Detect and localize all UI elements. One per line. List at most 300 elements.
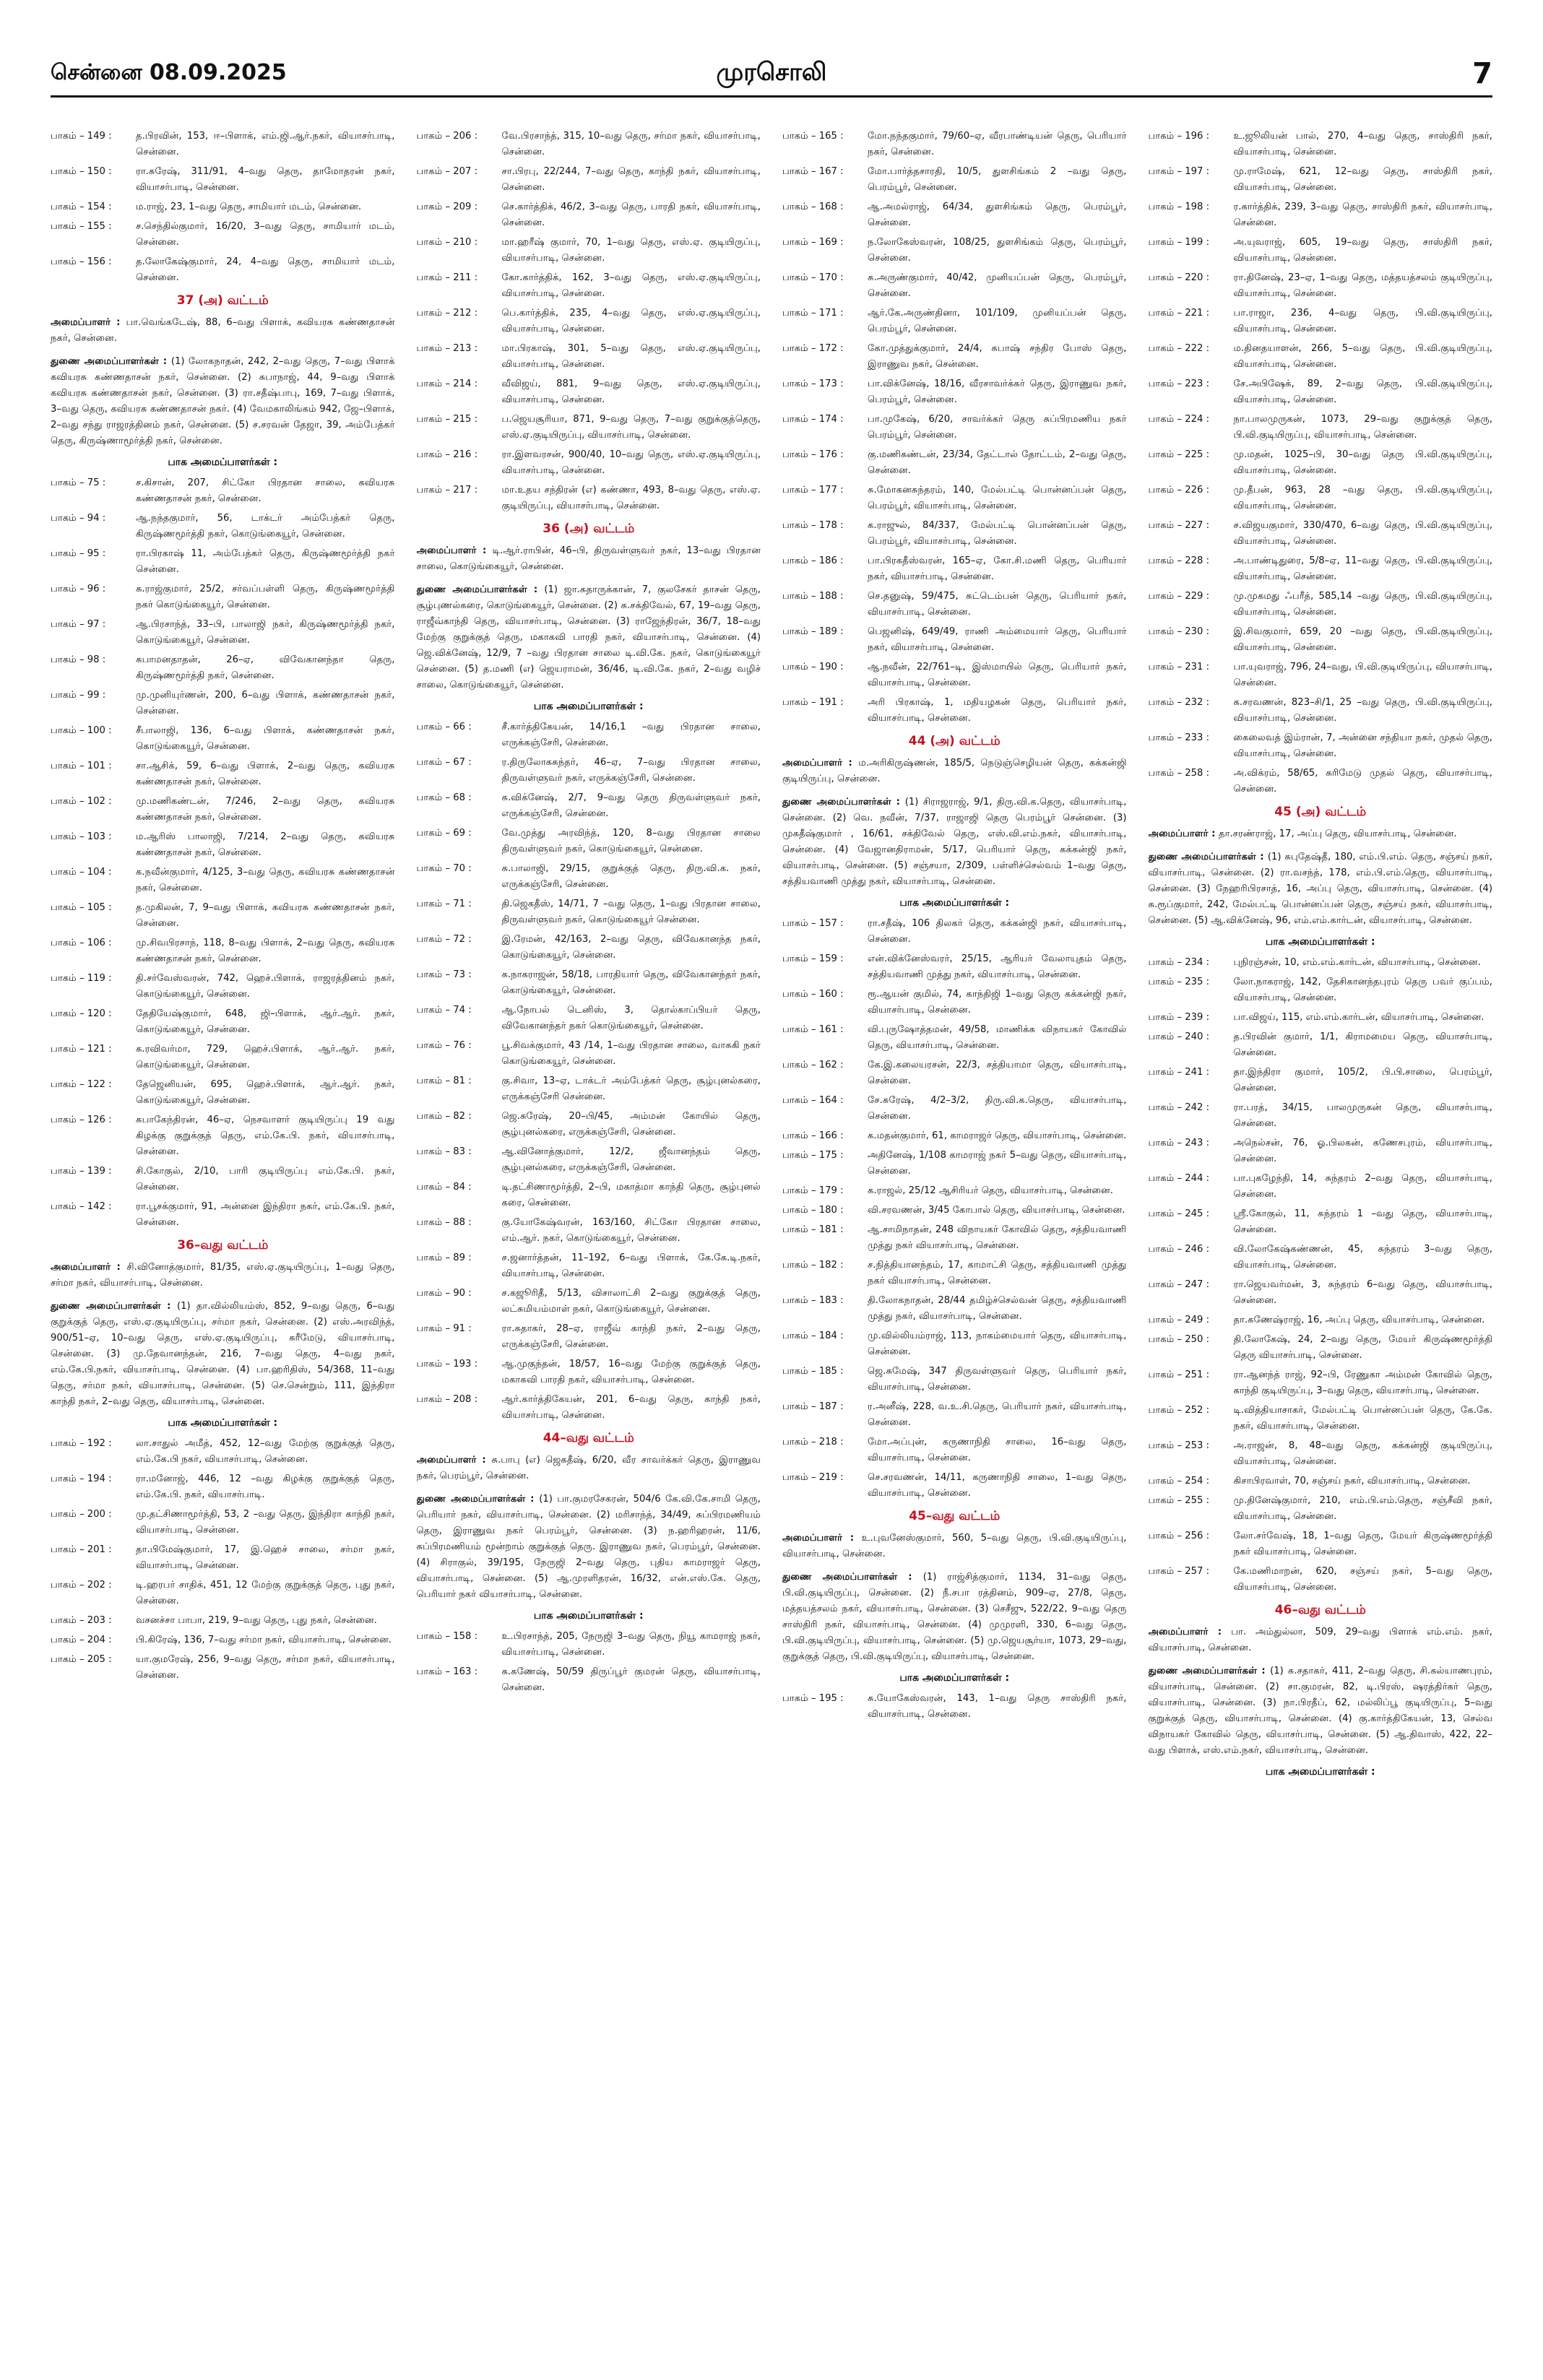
booth-number: பாகம் – 95 : bbox=[51, 548, 106, 559]
booth-organizer-details: லோ.சர்வேஷ், 18, 1–வது தெரு, மேயர் கிருஷ்ணமூர்த்தி நகர் வியாசர்பாடி, சென்னை. bbox=[1233, 1531, 1492, 1557]
booth-entry bbox=[1149, 1277, 1493, 1309]
booth-organizer-details: பா.முகேஷ், 6/20, சாவர்க்கர் தெரு சுப்பிரமணிய நகர் பெரம்பூர், சென்னை. bbox=[868, 414, 1127, 441]
organizer-label: அமைப்பாளர் : bbox=[1148, 828, 1219, 839]
booth-organizer-details: க.மதன்குமார், 61, காமராஜர் தெரு, வியாசர்பாடி, சென்னை. bbox=[868, 1130, 1127, 1141]
booth-entry bbox=[782, 341, 1127, 373]
booth-number: பாகம் – 72 : bbox=[416, 934, 472, 945]
booth-entry bbox=[1149, 235, 1493, 267]
booth-organizer-details: ம.ஆரிஸ் பாலாஜி, 7/214, 2–வது தெரு, கவியரசு கண்ணதாசன் நகர், சென்னை. bbox=[136, 831, 395, 858]
organizer-paragraph bbox=[782, 1531, 1127, 1562]
booth-number: பாகம் – 235 : bbox=[1148, 977, 1210, 987]
booth-entry bbox=[417, 164, 761, 196]
booth-organizer-details: மு.தட்சிணாமூர்த்தி, 53, 2 –வது தெரு, இந்திரா காந்தி நகர், வியாசர்பாடி, சென்னை. bbox=[136, 1509, 395, 1536]
booth-entry bbox=[782, 553, 1127, 585]
booth-number: பாகம் – 183 : bbox=[782, 1295, 844, 1306]
booth-number: பாகம் – 191 : bbox=[782, 697, 844, 708]
booth-entry bbox=[51, 581, 395, 613]
booth-number: பாகம் – 193 : bbox=[416, 1359, 478, 1369]
booth-number: பாகம் – 169 : bbox=[782, 237, 844, 248]
booth-organizer-details: ரூ.ஆயன் குமில், 74, காந்திஜி 1–வது தெரு கக்கன்ஜி நகர், வியாசர்பாடி, சென்னை. bbox=[868, 989, 1127, 1016]
organizer-paragraph bbox=[1149, 826, 1493, 842]
booth-number: பாகம் – 154 : bbox=[51, 202, 112, 212]
booth-organizer-details: க.ராஜல், 25/12 ஆசிரியர் தெரு, வியாசர்பாடி, சென்னை. bbox=[868, 1185, 1113, 1196]
booth-organizer-details: சு.யோகேஸ்வரன், 143, 1–வது தெரு சாஸ்திரி நகர், வியாசர்பாடி, சென்னை. bbox=[868, 1693, 1127, 1720]
column-2 bbox=[417, 129, 761, 2353]
booth-entry bbox=[417, 861, 761, 893]
booth-entry bbox=[417, 1321, 761, 1353]
booth-entry bbox=[1149, 1438, 1493, 1470]
booth-number: பாகம் – 219 : bbox=[782, 1472, 844, 1483]
booth-number: பாகம் – 258 : bbox=[1148, 768, 1210, 779]
booth-entry bbox=[51, 129, 395, 160]
column-1 bbox=[51, 129, 395, 2353]
booth-organizer-details: மு.மதன், 1025–பி, 30–வது தெரு பி.வி.குடியிருப்பு, வியாசர்பாடி, சென்னை. bbox=[1233, 449, 1492, 476]
booth-organizer-details: சு.பாலாஜி, 29/15, குறுக்குத் தெரு, திரு.வி.க. நகர், எருக்கஞ்சேரி, சென்னை. bbox=[501, 863, 761, 890]
booth-entry bbox=[1149, 624, 1493, 656]
booth-entry bbox=[782, 306, 1127, 337]
booth-entry bbox=[782, 1364, 1127, 1395]
assistants-text: (1) பா.குமரசேகரன், 504/6 கே.வி.கே.சாமி தெரு, பெரியார் நகர், வியாசர்பாடி, சென்னை. (2) மரிசாந்த், 34/49, சுப்பிரமணியம் தெரு, இராணுவ நகர் பெரம்பூர், சென்னை. (3) ந.ஹரிஹரன், 11/6, சுப்பிரமணியம் மூன்றாம் குறுக்குத் தெரு. இராணுவ நகர், பெரம்பூர், சென்னை. (4) சிராகுல், 39/195, நேருஜி 2–வது தெரு, புதிய காமராஜர் தெரு, வியாசர்பாடி, சென்னை. (5) ஆ.முரளிதரன், 16/32, என்.எஸ்.கே. தெரு, பெரியார் நகர் வியாசர்பாடி, சென்னை. bbox=[416, 1494, 761, 1600]
assistants-paragraph bbox=[1149, 1663, 1493, 1759]
booth-entry bbox=[782, 1435, 1127, 1466]
booth-organizer-details: அரி பிரகாஷ், 1, மதியழகன் தெரு, பெரியார் நகர், வியாசர்பாடி, சென்னை. bbox=[868, 697, 1127, 724]
booth-number: பாகம் – 170 : bbox=[782, 272, 844, 283]
booth-entry bbox=[51, 511, 395, 542]
booth-number: பாகம் – 66 : bbox=[416, 722, 472, 732]
booth-organizer-details: மு.வில்லியம்ராஜ், 113, நாகம்மையார் தெரு, வியாசர்பாடி, சென்னை. bbox=[868, 1330, 1127, 1357]
booth-organizer-details: ம.ராஜ், 23, 1–வது தெரு, சாமியார் மடம், சென்னை. bbox=[136, 202, 362, 212]
booth-organizer-details: சு.விக்னேஷ், 2/7, 9–வது தெரு திருவள்ளுவர் நகர், எருக்கஞ்சேரி, சென்னை. bbox=[501, 792, 761, 819]
newspaper-name: முரசொலி bbox=[716, 58, 827, 87]
booth-number: பாகம் – 83 : bbox=[416, 1146, 472, 1157]
booth-number: பாகம் – 119 : bbox=[51, 973, 112, 984]
booth-entry bbox=[51, 1164, 395, 1195]
booth-entry bbox=[51, 475, 395, 507]
booth-entry bbox=[782, 129, 1127, 160]
booth-entry bbox=[782, 199, 1127, 231]
booth-entry bbox=[782, 1222, 1127, 1254]
booth-entry bbox=[1149, 1010, 1493, 1026]
booth-number: பாகம் – 160 : bbox=[782, 989, 844, 1000]
booth-number: பாகம் – 163 : bbox=[416, 1666, 478, 1677]
booth-organizer-details: அ.யுவராஜ், 605, 19–வது தெரு, சாஸ்திரி நகர், வியாசர்பாடி, சென்னை. bbox=[1233, 237, 1492, 264]
booth-organizer-details: ரா.இளவரசன், 900/40, 10–வது தெரு, எஸ்.ஏ.குடியிருப்பு, வியாசர்பாடி, சென்னை. bbox=[501, 449, 761, 476]
booth-organizer-details: க.நாகராஜன், 58/18, பாரதியார் தெரு, விவேகானந்தர் நகர், கொடுங்கையூர், சென்னை. bbox=[501, 969, 761, 996]
booth-number: பாகம் – 73 : bbox=[416, 969, 472, 980]
booth-number: பாகம் – 173 : bbox=[782, 378, 844, 389]
booth-entry bbox=[782, 987, 1127, 1018]
booth-organizers-heading: பாக அமைப்பாளர்கள் : bbox=[899, 1672, 1010, 1684]
assistants-paragraph bbox=[1149, 849, 1493, 929]
booth-entry bbox=[782, 164, 1127, 196]
booth-entry bbox=[51, 1542, 395, 1574]
booth-number: பாகம் – 155 : bbox=[51, 221, 112, 232]
booth-number: பாகம் – 211 : bbox=[416, 272, 478, 283]
booth-entry bbox=[782, 1691, 1127, 1723]
booth-number: பாகம் – 196 : bbox=[1148, 131, 1210, 142]
booth-entry bbox=[782, 624, 1127, 656]
booth-organizer-details: சி.கோகுல், 2/10, பாரி குடியிருப்பு எம்.கே.பி. நகர், சென்னை. bbox=[136, 1166, 395, 1193]
booth-number: பாகம் – 251 : bbox=[1148, 1369, 1210, 1380]
booth-number: பாகம் – 179 : bbox=[782, 1185, 844, 1196]
booth-organizer-details: அ.விக்ரம், 58/65, சுரிமேடு முதல் தெரு, வியாசர்பாடி, சென்னை. bbox=[1233, 768, 1492, 795]
assistants-text: (1) ஜா.சுதாருக்கான், 7, குலசேகர் தாசன் தெரு, சூழ்புணல்கரை, கொடுங்கையூர், சென்னை. (2) சு.சக்திவேல், 67, 19–வது தெரு, ராஜீவ்காந்தி தெரு, வியாசர்பாடி, சென்னை. (3) ராஜேந்திரன், 36/7, 18–வது மேற்கு குறுக்குத் தெரு, மகாகவி பாரதி நகர், வியாசர்பாடி, சென்னை. (4) ஜெ.விக்னேஷ், 12/9, 7 –வது பிரதான சாலை டி.வி.கே. நகர், கொடுங்கையூர் சென்னை. (5) த.மணி (எ) ஜெயராமன், 36/46, டி.வி.கே. நகர், 2–வது வழிச் சாலை, கொடுங்கையூர், சென்னை. bbox=[416, 584, 761, 691]
booth-organizer-details: தேதியேஷ்குமார், 648, ஜி–பிளாக், ஆர்.ஆர். நகர், கொடுங்கையூர், சென்னை. bbox=[136, 1008, 395, 1035]
booth-organizer-details: கே.மணிமாறன், 620, சஞ்சய் நகர், 5–வது தெரு, வியாசர்பாடி, சென்னை. bbox=[1233, 1566, 1492, 1593]
booth-number: பாகம் – 202 : bbox=[51, 1580, 112, 1591]
booth-entry bbox=[1149, 199, 1493, 231]
booth-organizer-details: பா.விஜய், 115, எம்.எம்.கார்டன், வியாசர்பாடி, சென்னை. bbox=[1233, 1012, 1484, 1023]
booth-entry bbox=[1149, 553, 1493, 585]
booth-organizer-details: த.லோகேஷ்குமார், 24, 4–வது தெரு, சாமியார் மடம், சென்னை. bbox=[136, 256, 395, 283]
booth-number: பாகம் – 71 : bbox=[416, 899, 472, 909]
ward-heading: 44 (அ) வட்டம் bbox=[908, 734, 1000, 748]
booth-organizer-details: அ.பாண்டிதுரை, 5/8–ஏ, 11–வது தெரு, பி.வி.குடியிருப்பு, வியாசர்பாடி, சென்னை. bbox=[1233, 555, 1492, 582]
booth-number: பாகம் – 76 : bbox=[416, 1040, 472, 1051]
booth-number: பாகம் – 213 : bbox=[416, 343, 478, 354]
booth-entry bbox=[782, 1258, 1127, 1289]
booth-organizer-details: சீ.கார்த்திகேயன், 14/16,1 –வது பிரதான சாலை, எருக்கஞ்சேரி, சென்னை. bbox=[501, 722, 761, 748]
booth-organizers-heading: பாக அமைப்பாளர்கள் : bbox=[168, 456, 278, 468]
booth-entry bbox=[782, 1057, 1127, 1089]
booth-entry bbox=[1149, 412, 1493, 443]
booth-organizer-details: டி.ஹரபர் சாதிக், 451, 12 மேற்கு குறுக்குத் தெரு, புது நகர், சென்னை. bbox=[136, 1580, 395, 1606]
booth-number: பாகம் – 241 : bbox=[1148, 1067, 1210, 1078]
booth-entry bbox=[1149, 1528, 1493, 1560]
booth-organizer-details: க.கணேஷ், 50/59 திருப்பூர் குமரன் தெரு, வியாசர்பாடி, சென்னை. bbox=[501, 1666, 761, 1693]
organizer-text: ம.அரிகிருஷ்ணன், 185/5, நெடுஞ்செழியன் தெரு, கக்கன்ஜி குடியிருப்பு, சென்னை. bbox=[782, 758, 1127, 784]
booth-number: பாகம் – 84 : bbox=[416, 1182, 472, 1193]
booth-organizer-details: தா.பிமேஷ்குமார், 17, இ.ஹெச் சாலை, சர்மா நகர், வியாசர்பாடி, சென்னை. bbox=[136, 1544, 395, 1571]
booth-entry bbox=[1149, 659, 1493, 691]
booth-number: பாகம் – 245 : bbox=[1148, 1208, 1210, 1219]
booth-number: பாகம் – 185 : bbox=[782, 1366, 844, 1377]
booth-entry bbox=[782, 483, 1127, 514]
booth-entry bbox=[51, 1199, 395, 1231]
booth-entry bbox=[417, 826, 761, 857]
ward-heading: 37 (அ) வட்டம் bbox=[176, 293, 269, 308]
booth-entry bbox=[417, 967, 761, 999]
masthead bbox=[51, 52, 1492, 98]
assistants-label: துணை அமைப்பாளர்கள் : bbox=[1148, 1666, 1271, 1676]
booth-organizer-details: ரா.மனோஜ், 446, 12 –வது கிழக்கு குறுக்குத் தெரு, எம்.கே.பி. நகர், வியாசர்பாடி. bbox=[136, 1474, 395, 1500]
booth-entry bbox=[1149, 483, 1493, 514]
booth-organizer-details: மு.ராமேஷ், 621, 12–வது தெரு, சாஸ்திரி நகர், வியாசர்பாடி, சென்னை. bbox=[1233, 166, 1492, 193]
organizer-text: பா.வெங்கடேஷ், 88, 6–வது பிளாக், கவியரசு கண்ணதாசன் நகர், சென்னை. bbox=[51, 317, 395, 344]
booth-organizer-details: அ.ராஜன், 8, 48–வது தெரு, கக்கன்ஜி குடியிருப்பு, வியாசர்பாடி, சென்னை. bbox=[1233, 1440, 1492, 1467]
booth-entry bbox=[51, 900, 395, 932]
organizer-text: சு.பாபு (எ) ஜெகதீஷ், 6/20, வீர சாவர்க்கர் தெரு, இராணுவ நகர், பெரம்பூர், சென்னை. bbox=[416, 1455, 761, 1481]
booth-number: பாகம் – 172 : bbox=[782, 343, 844, 354]
booth-organizer-details: மா.ஹரீஷ் குமார், 70, 1–வது தெரு, எஸ்.ஏ. குடியிருப்பு, வியாசர்பாடி, சென்னை. bbox=[501, 237, 761, 264]
booth-entry bbox=[782, 1093, 1127, 1125]
booth-entry bbox=[1149, 1312, 1493, 1328]
booth-entry bbox=[782, 1399, 1127, 1431]
booth-number: பாகம் – 174 : bbox=[782, 414, 844, 425]
booth-entry bbox=[51, 1077, 395, 1109]
booth-number: பாகம் – 177 : bbox=[782, 485, 844, 496]
assistants-paragraph bbox=[417, 582, 761, 693]
booth-entry bbox=[51, 723, 395, 755]
booth-organizer-details: கிசாபிரவாள், 70, சஞ்சய் நகர், வியாசர்பாடி, சென்னை. bbox=[1233, 1476, 1471, 1487]
booth-organizer-details: ரா.ஆனந்த் ராஜ், 92–பி, ரேணுகா அம்மன் கோவில் தெரு, காந்தி குடியிருப்பு, 3–வது தெரு, வியாசர்பாடி, சென்னை. bbox=[1233, 1369, 1492, 1396]
organizer-label: அமைப்பாளர் : bbox=[782, 1533, 862, 1544]
booth-organizer-details: தா.இந்திரா குமார், 105/2, பி.பி.சாலை, பெரம்பூர், சென்னை. bbox=[1233, 1067, 1492, 1094]
booth-entry bbox=[51, 1006, 395, 1038]
booth-number: பாகம் – 121 : bbox=[51, 1044, 112, 1055]
booth-number: பாகம் – 254 : bbox=[1148, 1476, 1210, 1487]
booth-number: பாகம் – 166 : bbox=[782, 1130, 844, 1141]
booth-entry bbox=[51, 254, 395, 286]
booth-entry bbox=[1149, 447, 1493, 479]
booth-entry bbox=[417, 270, 761, 302]
booth-entry bbox=[1149, 730, 1493, 762]
booth-number: பாகம் – 205 : bbox=[51, 1654, 112, 1665]
booth-number: பாகம் – 122 : bbox=[51, 1079, 112, 1090]
booth-organizers-heading: பாக அமைப்பாளர்கள் : bbox=[899, 897, 1010, 909]
booth-organizer-details: நா.பாலமுருகன், 1073, 29–வது குறுக்குத் தெரு, பி.வி.குடியிருப்பு, வியாசர்பாடி, சென்னை. bbox=[1233, 414, 1492, 441]
assistants-label: துணை அமைப்பாளர்கள் : bbox=[782, 1572, 923, 1583]
booth-organizer-details: மு.தினேஷ்குமார், 210, எம்.பி.எம்.தெரு, சஞ்சீவி நகர், வியாசர்பாடி, சென்னை. bbox=[1233, 1495, 1492, 1522]
ward-heading: 45–வது வட்டம் bbox=[909, 1509, 1000, 1523]
booth-entry bbox=[782, 1470, 1127, 1502]
booth-entry bbox=[1149, 1242, 1493, 1273]
column-4 bbox=[1149, 129, 1493, 2353]
booth-organizer-details: ச.ஜனார்த்தன், 11–192, 6–வது பிளாக், கே.கே.டி.நகர், வியாசர்பாடி, சென்னை. bbox=[501, 1252, 761, 1279]
article-columns bbox=[51, 129, 1492, 2353]
booth-number: பாகம் – 69 : bbox=[416, 828, 472, 839]
booth-number: பாகம் – 250 : bbox=[1148, 1334, 1210, 1345]
booth-organizer-details: பெ.கார்த்திக், 235, 4–வது தெரு, எஸ்.ஏ.குடியிருப்பு, வியாசர்பாடி, சென்னை. bbox=[501, 308, 761, 334]
booth-entry bbox=[1149, 1065, 1493, 1096]
booth-entry bbox=[417, 896, 761, 928]
booth-entry bbox=[417, 932, 761, 964]
booth-number: பாகம் – 216 : bbox=[416, 449, 478, 460]
booth-organizer-details: க.ராஜ்குமார், 25/2, சர்வப்பள்ளி தெரு, கிருஷ்ணமூர்த்தி நகர் கொடுங்கையூர், சென்னை. bbox=[136, 584, 395, 610]
assistants-label: துணை அமைப்பாளர்கள் : bbox=[782, 797, 905, 808]
assistants-label: துணை அமைப்பாளர்கள் : bbox=[1148, 852, 1268, 862]
booth-organizer-details: தேஜெனியன், 695, ஹெச்.பிளாக், ஆர்.ஆர். நகர், கொடுங்கையூர், சென்னை. bbox=[136, 1079, 395, 1106]
booth-entry bbox=[51, 1613, 395, 1629]
ward-heading: 46–வது வட்டம் bbox=[1274, 1603, 1366, 1617]
ward-heading: 45 (அ) வட்டம் bbox=[1274, 805, 1367, 819]
booth-organizer-details: ஜெ.சுரேஷ், 20–பி/45, அம்மன் கோயில் தெரு, சூழ்புனல்கரை, எருக்கஞ்சேரி, சென்னை. bbox=[501, 1111, 761, 1138]
booth-organizer-details: த.பிரவின், 153, ஈ–பிளாக், எம்.ஜி.ஆர்.நகர், வியாசர்பாடி, சென்னை. bbox=[136, 131, 395, 157]
booth-number: பாகம் – 100 : bbox=[51, 725, 112, 736]
organizer-paragraph bbox=[51, 315, 395, 347]
booth-organizer-details: வசனச்சா பாபா, 219, 9–வது தெரு, புது நகர், சென்னை. bbox=[136, 1615, 377, 1626]
booth-number: பாகம் – 214 : bbox=[416, 378, 478, 389]
booth-organizer-details: த.முகிலன், 7, 9–வது பிளாக், கவியரசு கண்ணதாசன் நகர், சென்னை. bbox=[136, 902, 395, 929]
booth-entry bbox=[1149, 1135, 1493, 1167]
booth-entry bbox=[782, 951, 1127, 983]
booth-entry bbox=[51, 1112, 395, 1160]
booth-number: பாகம் – 98 : bbox=[51, 654, 106, 665]
booth-number: பாகம் – 207 : bbox=[416, 166, 478, 177]
booth-organizer-details: சு.மோகனசுந்தரம், 140, மேல்பட்டி பொன்னப்பன் தெரு, பெரம்பூர், வியாசர்பாடி, சென்னை. bbox=[868, 485, 1127, 511]
booth-entry bbox=[1149, 1403, 1493, 1435]
booth-organizer-details: மோ.அப்புன், கருணாநிதி சாலை, 16–வது தெரு, வியாசர்பாடி, சென்னை. bbox=[868, 1437, 1127, 1463]
booth-entry bbox=[1149, 164, 1493, 196]
booth-number: பாகம் – 229 : bbox=[1148, 591, 1210, 602]
issue-date: சென்னை 08.09.2025 bbox=[51, 59, 287, 85]
booth-number: பாகம் – 67 : bbox=[416, 757, 472, 768]
booth-number: பாகம் – 158 : bbox=[416, 1631, 478, 1642]
booth-number: பாகம் – 149 : bbox=[51, 131, 112, 142]
booth-entry bbox=[1149, 1171, 1493, 1203]
organizer-paragraph bbox=[782, 756, 1127, 787]
booth-entry bbox=[51, 865, 395, 896]
booth-number: பாகம் – 257 : bbox=[1148, 1566, 1210, 1577]
booth-entry bbox=[51, 1471, 395, 1503]
booth-entry bbox=[417, 306, 761, 337]
booth-organizer-details: வி.லோகேஷ்கண்ணன், 45, சுந்தரம் 3–வது தெரு, வியாசர்பாடி, சென்னை. bbox=[1233, 1244, 1492, 1271]
booth-number: பாகம் – 89 : bbox=[416, 1252, 472, 1263]
booth-organizer-details: யா.குமரேஷ், 256, 9–வது தெரு, சர்மா நகர், வியாசர்பாடி, சென்னை. bbox=[136, 1654, 395, 1681]
booth-organizer-details: ஆர்.கே.அருண்தினா, 101/109, முனியப்பன் தெரு, பெரம்பூர், சென்னை. bbox=[868, 308, 1127, 334]
booth-number: பாகம் – 206 : bbox=[416, 131, 478, 142]
booth-organizer-details: இ.சிவகுமார், 659, 20 –வது தெரு, பி.வி.குடியிருப்பு, வியாசர்பாடி, சென்னை. bbox=[1233, 626, 1492, 653]
booth-number: பாகம் – 256 : bbox=[1148, 1531, 1210, 1541]
booth-number: பாகம் – 81 : bbox=[416, 1076, 472, 1086]
assistants-text: (1) தா.வில்லியம்ஸ், 852, 9–வது தெரு, 6–வது குறுக்குத் தெரு, எஸ்.ஏ.குடியிருப்பு, சர்மா நகர், சென்னை. (2) எஸ்.அரவிந்த், 900/51–ஏ, 10–வது தெரு, எஸ்.ஏ.குடியிருப்பு, சுரீமேடு, வியாசர்பாடி, சென்னை. (3) மு.தேவானந்தன், 216, 7–வது தெரு, 4–வது நகர், எம்.கே.பி.நகர், வியாசர்பாடி, சென்னை. (4) பா.ஹரிதிஸ், 54/368, 11–வது தெரு, சர்மா நகர், வியாசர்பாடி, சென்னை. (5) செ.சென்றும், 111, இந்திரா காந்தி நகர், 2–வது தெரு, வியாசர்பாடி, சென்னை. bbox=[51, 1301, 395, 1407]
booth-organizer-details: பா.பிரகதீஸ்வரன், 165–ஏ, கோ.சி.மணி தெரு, பெரியார் நகர், வியாசர்பாடி, சென்னை. bbox=[868, 555, 1127, 582]
booth-organizer-details: ஆர்.கார்த்திகேயன், 201, 6–வது தெரு, காந்தி நகர், வியாசர்பாடி, சென்னை. bbox=[501, 1394, 761, 1421]
booth-entry bbox=[782, 1148, 1127, 1180]
booth-number: பாகம் – 232 : bbox=[1148, 697, 1210, 708]
booth-organizer-details: ச.கஜூரிதீ, 5/13, விசாலாட்சி 2–வது குறுக்குத் தெரு, லட்சுமியம்மாள் நகர், கொடுங்கையூர், சென்னை. bbox=[501, 1288, 761, 1315]
booth-organizer-details: தா.கணேஷ்ராஜ், 16, அப்பு தெரு, வியாசர்பாடி, சென்னை. bbox=[1233, 1315, 1485, 1325]
organizer-label: அமைப்பாளர் : bbox=[416, 1455, 492, 1466]
booth-number: பாகம் – 231 : bbox=[1148, 662, 1210, 672]
booth-entry bbox=[417, 1038, 761, 1070]
booth-number: பாகம் – 126 : bbox=[51, 1115, 112, 1125]
booth-organizer-details: க.ரவிவர்மா, 729, ஹெச்.பிளாக், ஆர்.ஆர். நகர், கொடுங்கையூர், சென்னை. bbox=[136, 1044, 395, 1070]
booth-number: பாகம் – 101 : bbox=[51, 761, 112, 771]
booth-entry bbox=[417, 483, 761, 514]
booth-organizer-details: கு.யோகேஷ்வரன், 163/160, சிட்கோ பிரதான சாலை, எம்.ஆர். நகர், கொடுங்கையூர், சென்னை. bbox=[501, 1217, 761, 1244]
organizer-label: அமைப்பாளர் : bbox=[416, 545, 493, 556]
booth-number: பாகம் – 184 : bbox=[782, 1330, 844, 1341]
booth-entry bbox=[417, 1003, 761, 1034]
booth-entry bbox=[782, 589, 1127, 620]
booth-number: பாகம் – 142 : bbox=[51, 1201, 112, 1212]
booth-organizer-details: தி.சர்வேஸ்வரன், 742, ஹெச்.பிளாக், ராஜரத்தினம் நகர், கொடுங்கையூர், சென்னை. bbox=[136, 973, 395, 1000]
booth-entry bbox=[417, 129, 761, 160]
booth-organizer-details: ஆ.முகுந்தன், 18/57, 16–வது மேற்கு குறுக்குத் தெரு, மகாகவி பாரதி நகர், வியாசர்பாடி, சென்னை. bbox=[501, 1359, 761, 1385]
booth-entry bbox=[417, 790, 761, 822]
booth-organizer-details: ச.செந்தில்குமார், 16/20, 3–வது தெரு, சாமியார் மடம், சென்னை. bbox=[136, 221, 395, 248]
booth-number: பாகம் – 75 : bbox=[51, 477, 106, 488]
booth-organizer-details: தி.ஜெகதீஸ், 14/71, 7 –வது தெரு, 1–வது பிரதான சாலை, திருவள்ளுவர் நகர், கொடுங்கையூர் சென்னை. bbox=[501, 899, 761, 925]
booth-entry bbox=[782, 447, 1127, 479]
booth-entry bbox=[782, 235, 1127, 267]
booth-number: பாகம் – 246 : bbox=[1148, 1244, 1210, 1255]
booth-organizer-details: ஸ்ரீ.கோகுல், 11, சுந்தரம் 1 –வது தெரு, வியாசர்பாடி, சென்னை. bbox=[1233, 1208, 1492, 1235]
ward-heading: 36 (அ) வட்டம் bbox=[543, 522, 635, 536]
booth-organizer-details: சே.அபிஷேக், 89, 2–வது தெரு, பி.வி.குடியிருப்பு, வியாசர்பாடி, சென்னை. bbox=[1233, 378, 1492, 405]
booth-number: பாகம் – 82 : bbox=[416, 1111, 472, 1122]
booth-organizer-details: லா.சாதுல் அமீத், 452, 12–வது மேற்கு குறுக்குத் தெரு, எம்.கே.பி நகர், வியாசர்பாடி, சென்னை. bbox=[136, 1438, 395, 1465]
booth-entry bbox=[51, 199, 395, 215]
booth-organizer-details: வே.முத்து அரவிந்த், 120, 8–வது பிரதான சாலை திருவள்ளுவர் நகர், கொடுங்கையூர், சென்னை. bbox=[501, 828, 761, 854]
booth-number: பாகம் – 171 : bbox=[782, 308, 844, 319]
booth-number: பாகம் – 197 : bbox=[1148, 166, 1210, 177]
booth-entry bbox=[417, 199, 761, 231]
booth-number: பாகம் – 240 : bbox=[1148, 1031, 1210, 1042]
booth-organizer-details: சுபாகேந்திரன், 46–ஏ, நெசவாளர் குடியிருப்பு 19 வது கிழக்கு குறுக்குத் தெரு, எம்.கே.பி. நகர், வியாசர்பாடி, சென்னை. bbox=[136, 1115, 395, 1157]
booth-entry bbox=[417, 235, 761, 267]
booth-entry bbox=[1149, 1206, 1493, 1238]
booth-organizer-details: கோ.கார்த்திக், 162, 3–வது தெரு, எஸ்.ஏ.குடியிருப்பு, வியாசர்பாடி, சென்னை. bbox=[501, 272, 761, 299]
booth-organizer-details: உ.ஜூலியன் பால், 270, 4–வது தெரு, சாஸ்திரி நகர், வியாசர்பாடி, சென்னை. bbox=[1233, 131, 1492, 157]
organizer-text: தா.சரண்ராஜ், 17, அப்பு தெரு, வியாசர்பாடி, சென்னை. bbox=[1219, 828, 1457, 839]
assistants-text: (1) சு.சதாகர், 411, 2–வது தெரு, சி.கல்யாணபுரம், வியாசர்பாடி, சென்னை. (2) சா.குமரன், 82, டி.பிரஸ், ஷரத்திர்கர் தெரு, வியாசர்பாடி, சென்னை. (3) நா.பிரதீப், 62, மல்லிப்பூ குடியிருப்பு, 5–வது குறுக்குத் தெரு, வியாசர்பாடி, சென்னை. (4) கு.கார்த்திகேயன், 13, செல்வ விநாயகர் கோவில் தெரு, வியாசர்பாடி, சென்னை. (5) ஆ.திவாஸ், 422, 22–வது பிளாக், எஸ்.எம்.நகர், வியாசர்பாடி, சென்னை. bbox=[1148, 1666, 1492, 1756]
booth-entry bbox=[417, 1356, 761, 1388]
booth-entry bbox=[51, 1578, 395, 1609]
organizer-text: சி.வினோத்குமார், 81/35, எஸ்.ஏ.குடியிருப்பு, 1–வது தெரு, சர்மா நகர், வியாசர்பாடி, சென்னை. bbox=[51, 1262, 395, 1289]
organizer-label: அமைப்பாளர் : bbox=[51, 317, 126, 328]
booth-entry bbox=[417, 376, 761, 408]
booth-organizer-details: கே.இ.கலையரசன், 22/3, சத்தியாமா தெரு, வியாசர்பாடி, சென்னை. bbox=[868, 1060, 1127, 1086]
booth-number: பாகம் – 244 : bbox=[1148, 1173, 1210, 1184]
booth-entry bbox=[51, 1507, 395, 1539]
booth-number: பாகம் – 218 : bbox=[782, 1437, 844, 1448]
booth-organizer-details: ர.திருலோகசுந்தர், 46–ஏ, 7–வது பிரதான சாலை, திருவள்ளுவர் நகர், எருக்கஞ்சேரி, சென்னை. bbox=[501, 757, 761, 784]
booth-number: பாகம் – 230 : bbox=[1148, 626, 1210, 637]
booth-number: பாகம் – 120 : bbox=[51, 1008, 112, 1019]
booth-organizer-details: வி.சரவணன், 3/45 கோபால் தெரு, வியாசர்பாடி, சென்னை. bbox=[868, 1205, 1125, 1216]
booth-entry bbox=[782, 376, 1127, 408]
assistants-paragraph bbox=[782, 1570, 1127, 1665]
booth-organizer-details: பூ.சிவக்குமார், 43 /14, 1–வது பிரதான சாலை, வாசுகி நகர் கொடுங்கையூர், சென்னை. bbox=[501, 1040, 761, 1067]
booth-entry bbox=[51, 829, 395, 861]
booth-organizer-details: சு.அருண்குமார், 40/42, முனியப்பன் தெரு, பெரம்பூர், சென்னை. bbox=[868, 272, 1127, 299]
booth-number: பாகம் – 221 : bbox=[1148, 308, 1210, 319]
booth-entry bbox=[1149, 1564, 1493, 1596]
booth-number: பாகம் – 209 : bbox=[416, 202, 478, 212]
ward-heading: 44–வது வட்டம் bbox=[543, 1431, 634, 1445]
booth-entry bbox=[782, 1022, 1127, 1054]
booth-number: பாகம் – 168 : bbox=[782, 202, 844, 212]
booth-organizer-details: மோ.பார்த்தசாரதி, 10/5, துளசிங்கம் 2 –வது தெரு, பெரம்பூர், சென்னை. bbox=[868, 166, 1127, 193]
booth-organizer-details: வி.புருஷோத்தமன், 49/58, மாணிக்க விநாயகர் கோவில் தெரு, வியாசர்பாடி, சென்னை. bbox=[868, 1024, 1127, 1051]
booth-entry bbox=[417, 1286, 761, 1317]
booth-entry bbox=[417, 1664, 761, 1696]
booth-organizer-details: க.ராஜுல், 84/337, மேல்பட்டி பொன்னப்பன் தெரு, பெரம்பூர், வியாசர்பாடி, சென்னை. bbox=[868, 520, 1127, 547]
booth-entry bbox=[1149, 1493, 1493, 1525]
booth-organizer-details: ஆ.நவீன், 22/761–டி, இஸ்மாயில் தெரு, பெரியார் நகர், வியாசர்பாடி, சென்னை. bbox=[868, 662, 1127, 688]
booth-organizer-details: ஆ.பிரசாந்த், 33–பி, பாலாஜி நகர், கிருஷ்ணமூர்த்தி நகர், கொடுங்கையூர், சென்னை. bbox=[136, 619, 395, 646]
booth-number: பாகம் – 220 : bbox=[1148, 272, 1210, 283]
booth-entry bbox=[417, 1144, 761, 1176]
booth-entry bbox=[782, 1128, 1127, 1144]
booth-number: பாகம் – 90 : bbox=[416, 1288, 472, 1299]
booth-number: பாகம் – 186 : bbox=[782, 555, 844, 566]
booth-number: பாகம் – 227 : bbox=[1148, 520, 1210, 531]
booth-organizers-heading: பாக அமைப்பாளர்கள் : bbox=[1265, 936, 1375, 948]
booth-organizer-details: ஜெ.சுமேஷ், 347 திருவள்ளுவர் தெரு, பெரியார் நகர், வியாசர்பாடி, சென்னை. bbox=[868, 1366, 1127, 1393]
booth-organizer-details: ரா.பூசக்குமார், 91, அன்னை இந்திரா நகர், எம்.கே.பி. நகர், சென்னை. bbox=[136, 1201, 395, 1228]
booth-organizer-details: உ.பிரசாந்த், 205, நேருஜி 3–வது தெரு, நியூ காமராஜ் நகர், வியாசர்பாடி, சென்னை. bbox=[501, 1631, 761, 1658]
assistants-label: துணை அமைப்பாளர்கள் : bbox=[51, 356, 171, 367]
organizer-text: டி.ஆர்.ராபின், 46–பி, திருவள்ளுவர் நகர், 13–வது பிரதான சாலை, கொடுங்கையூர், சென்னை. bbox=[416, 545, 761, 572]
booth-entry bbox=[782, 659, 1127, 691]
booth-organizer-details: சா.ஆசிக், 59, 6–வது பிளாக், 2–வது தெரு, கவியரசு கண்ணதாசன் நகர், சென்னை. bbox=[136, 761, 395, 787]
booth-entry bbox=[782, 916, 1127, 948]
booth-number: பாகம் – 106 : bbox=[51, 938, 112, 948]
booth-organizer-details: ச.கிசான், 207, சிட்கோ பிரதான சாலை, கவியரசு கண்ணதாசன் நகர், சென்னை. bbox=[136, 477, 395, 504]
